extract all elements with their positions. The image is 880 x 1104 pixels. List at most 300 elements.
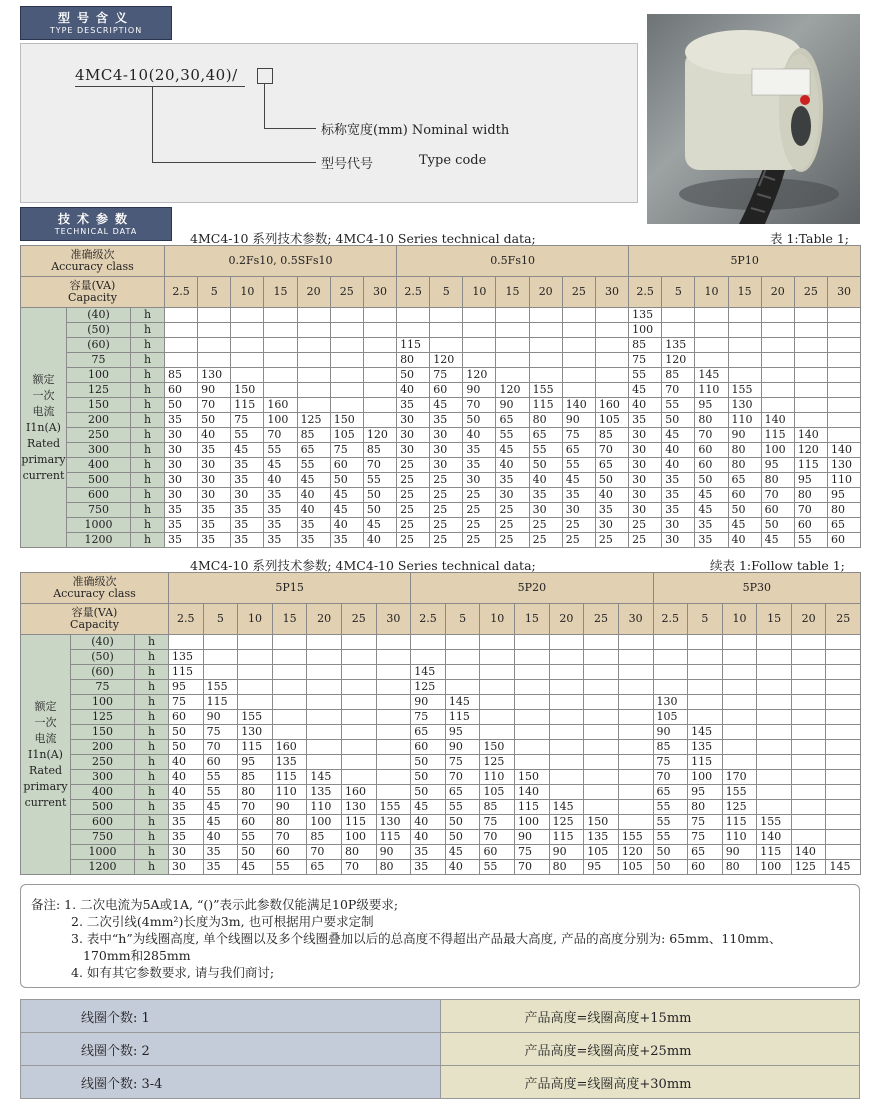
data-cell: 35 xyxy=(165,533,198,548)
data-cell: 40 xyxy=(728,533,761,548)
data-cell xyxy=(722,755,757,770)
data-cell: 35 xyxy=(297,518,330,533)
data-cell: 30 xyxy=(231,488,264,503)
data-cell: 90 xyxy=(198,383,231,398)
data-cell: 90 xyxy=(496,398,529,413)
data-cell xyxy=(794,353,827,368)
data-cell: 85 xyxy=(165,368,198,383)
coil-height-symbol: h xyxy=(135,725,169,740)
data-cell xyxy=(584,770,619,785)
data-cell: 155 xyxy=(728,383,761,398)
data-cell xyxy=(791,770,826,785)
side-label-line: I1n(A) xyxy=(26,420,61,434)
data-cell: 35 xyxy=(165,518,198,533)
data-cell: 45 xyxy=(411,800,446,815)
coil-height-symbol: h xyxy=(131,443,165,458)
data-cell: 80 xyxy=(794,488,827,503)
data-cell xyxy=(203,635,238,650)
data-cell xyxy=(653,665,688,680)
data-cell xyxy=(341,635,376,650)
data-cell: 65 xyxy=(562,443,595,458)
data-cell xyxy=(688,650,723,665)
data-cell: 35 xyxy=(595,503,628,518)
data-cell xyxy=(618,785,653,800)
width-leader-vertical xyxy=(264,84,265,128)
data-cell xyxy=(198,353,231,368)
data-cell: 115 xyxy=(341,815,376,830)
data-cell xyxy=(791,755,826,770)
data-cell: 35 xyxy=(203,860,238,875)
capacity-value: 15 xyxy=(728,277,761,308)
data-cell xyxy=(496,353,529,368)
data-cell: 55 xyxy=(363,473,396,488)
data-cell: 85 xyxy=(595,428,628,443)
data-cell xyxy=(238,650,273,665)
data-cell: 70 xyxy=(463,398,496,413)
data-cell: 155 xyxy=(722,785,757,800)
data-cell: 30 xyxy=(165,443,198,458)
data-cell xyxy=(165,338,198,353)
data-cell: 55 xyxy=(264,443,297,458)
rated-primary-current-label xyxy=(21,308,67,548)
data-cell xyxy=(791,695,826,710)
data-cell: 65 xyxy=(827,518,860,533)
data-cell: 50 xyxy=(653,860,688,875)
data-cell: 30 xyxy=(165,473,198,488)
data-cell: 155 xyxy=(376,800,411,815)
data-cell xyxy=(480,635,515,650)
data-cell xyxy=(761,308,794,323)
data-cell: 45 xyxy=(761,533,794,548)
data-cell: 105 xyxy=(595,413,628,428)
data-cell: 75 xyxy=(330,443,363,458)
capacity-cn: 容量(VA) xyxy=(71,606,118,619)
data-cell xyxy=(618,800,653,815)
data-cell xyxy=(430,308,463,323)
data-cell xyxy=(376,695,411,710)
data-cell: 95 xyxy=(584,860,619,875)
primary-current-value: 750 xyxy=(67,503,131,518)
data-cell: 150 xyxy=(515,770,550,785)
coil-height-symbol: h xyxy=(131,458,165,473)
capacity-value: 2.5 xyxy=(165,277,198,308)
data-cell xyxy=(826,800,861,815)
data-cell xyxy=(169,635,204,650)
type-code-label-cn: 型号代号 xyxy=(321,157,374,172)
data-cell: 65 xyxy=(307,860,342,875)
data-cell: 45 xyxy=(629,383,662,398)
model-code: 4MC4-10(20,30,40)/ xyxy=(75,66,238,84)
data-cell xyxy=(445,665,480,680)
data-cell: 55 xyxy=(653,830,688,845)
coil-height-symbol: h xyxy=(135,650,169,665)
data-cell xyxy=(618,725,653,740)
table-row xyxy=(21,458,861,473)
data-cell: 30 xyxy=(165,428,198,443)
data-cell: 115 xyxy=(231,398,264,413)
data-cell: 50 xyxy=(463,413,496,428)
data-cell: 75 xyxy=(430,368,463,383)
data-cell: 30 xyxy=(629,488,662,503)
data-cell xyxy=(515,695,550,710)
data-cell: 85 xyxy=(653,740,688,755)
capacity-value: 30 xyxy=(595,277,628,308)
data-cell: 50 xyxy=(445,815,480,830)
table-row xyxy=(21,473,861,488)
data-cell: 60 xyxy=(203,755,238,770)
data-cell: 85 xyxy=(238,770,273,785)
data-cell: 120 xyxy=(618,845,653,860)
data-cell: 80 xyxy=(728,443,761,458)
capacity-value: 25 xyxy=(562,277,595,308)
data-cell xyxy=(549,725,584,740)
accuracy-group-header: 5P15 xyxy=(169,573,411,604)
data-cell xyxy=(722,710,757,725)
data-cell: 65 xyxy=(411,725,446,740)
type-code-label-en: Type code xyxy=(419,153,487,168)
data-cell xyxy=(595,308,628,323)
data-cell xyxy=(794,338,827,353)
data-cell xyxy=(297,353,330,368)
data-cell xyxy=(584,785,619,800)
data-cell xyxy=(794,383,827,398)
data-cell xyxy=(728,323,761,338)
data-cell: 30 xyxy=(397,428,430,443)
data-cell xyxy=(826,785,861,800)
note-3-cont: 170mm和285mm xyxy=(83,948,191,963)
side-label-line: current xyxy=(22,468,65,482)
data-cell: 30 xyxy=(629,503,662,518)
capacity-value: 15 xyxy=(264,277,297,308)
data-cell xyxy=(165,323,198,338)
data-cell: 60 xyxy=(728,488,761,503)
data-cell: 65 xyxy=(496,413,529,428)
primary-current-value: 100 xyxy=(67,368,131,383)
side-label-line: Rated xyxy=(28,763,63,777)
data-cell: 85 xyxy=(662,368,695,383)
data-cell xyxy=(238,635,273,650)
data-cell xyxy=(480,680,515,695)
capacity-value: 30 xyxy=(827,277,860,308)
data-cell: 140 xyxy=(794,428,827,443)
data-cell xyxy=(272,650,307,665)
coil-height-symbol: h xyxy=(135,785,169,800)
data-cell: 30 xyxy=(169,845,204,860)
data-cell: 115 xyxy=(169,665,204,680)
data-cell: 140 xyxy=(562,398,595,413)
data-cell: 40 xyxy=(297,503,330,518)
data-cell xyxy=(791,815,826,830)
data-cell: 45 xyxy=(695,503,728,518)
data-cell: 90 xyxy=(549,845,584,860)
coil-height-symbol: h xyxy=(135,815,169,830)
data-cell: 40 xyxy=(169,770,204,785)
side-label-line: 额定 xyxy=(34,699,57,713)
data-cell: 45 xyxy=(238,860,273,875)
data-cell xyxy=(411,650,446,665)
data-cell xyxy=(549,710,584,725)
data-cell xyxy=(761,398,794,413)
data-cell: 150 xyxy=(330,413,363,428)
technical-data-header xyxy=(20,207,172,241)
data-cell xyxy=(584,800,619,815)
data-cell: 50 xyxy=(445,830,480,845)
data-cell: 35 xyxy=(330,533,363,548)
data-cell: 40 xyxy=(264,473,297,488)
data-cell xyxy=(496,323,529,338)
table1-caption: 4MC4-10 系列技术参数; 4MC4-10 Series technical data; xyxy=(190,231,536,246)
capacity-value: 20 xyxy=(297,277,330,308)
coil-height-symbol: h xyxy=(135,800,169,815)
data-cell xyxy=(198,338,231,353)
transformer-image xyxy=(647,14,860,224)
data-cell: 135 xyxy=(629,308,662,323)
data-cell: 125 xyxy=(791,860,826,875)
data-cell: 70 xyxy=(264,428,297,443)
data-cell: 25 xyxy=(397,533,430,548)
coil-height-symbol: h xyxy=(135,710,169,725)
data-cell: 45 xyxy=(445,845,480,860)
data-cell: 30 xyxy=(198,473,231,488)
coil-height-symbol: h xyxy=(135,635,169,650)
data-cell: 60 xyxy=(330,458,363,473)
data-cell xyxy=(794,398,827,413)
data-cell: 70 xyxy=(272,830,307,845)
data-cell: 50 xyxy=(165,398,198,413)
table-row xyxy=(21,323,861,338)
data-cell: 110 xyxy=(307,800,342,815)
capacity-value: 5 xyxy=(445,604,480,635)
data-cell xyxy=(757,770,792,785)
data-cell: 110 xyxy=(272,785,307,800)
data-cell xyxy=(794,368,827,383)
type-description-header xyxy=(20,6,172,40)
data-cell: 35 xyxy=(165,503,198,518)
data-cell xyxy=(757,710,792,725)
primary-current-value: 75 xyxy=(71,680,135,695)
capacity-value: 25 xyxy=(330,277,363,308)
data-cell: 100 xyxy=(757,860,792,875)
data-cell: 135 xyxy=(584,830,619,845)
data-cell: 50 xyxy=(169,740,204,755)
table-row xyxy=(21,680,861,695)
data-cell: 80 xyxy=(827,503,860,518)
data-cell: 55 xyxy=(231,428,264,443)
data-cell: 25 xyxy=(595,533,628,548)
data-cell: 80 xyxy=(238,785,273,800)
data-cell: 35 xyxy=(411,845,446,860)
primary-current-value: 200 xyxy=(67,413,131,428)
capacity-value: 20 xyxy=(549,604,584,635)
data-cell xyxy=(688,710,723,725)
data-cell: 30 xyxy=(198,458,231,473)
data-cell xyxy=(411,635,446,650)
data-cell xyxy=(562,308,595,323)
data-cell xyxy=(826,830,861,845)
table-row xyxy=(21,518,861,533)
data-cell xyxy=(341,755,376,770)
side-label-line: Rated xyxy=(26,436,61,450)
coil-height-symbol: h xyxy=(131,323,165,338)
data-cell: 95 xyxy=(695,398,728,413)
accuracy-class-label xyxy=(21,573,169,604)
data-cell: 105 xyxy=(584,845,619,860)
data-cell xyxy=(688,635,723,650)
coil-height-symbol: h xyxy=(131,473,165,488)
data-cell xyxy=(562,338,595,353)
data-cell: 55 xyxy=(480,860,515,875)
side-label-line: 一次 xyxy=(34,715,57,729)
data-cell: 80 xyxy=(722,860,757,875)
primary-current-value: 300 xyxy=(71,770,135,785)
data-cell: 60 xyxy=(430,383,463,398)
data-cell xyxy=(826,650,861,665)
data-cell: 120 xyxy=(662,353,695,368)
data-cell: 50 xyxy=(397,368,430,383)
data-cell xyxy=(761,338,794,353)
data-cell xyxy=(722,680,757,695)
data-cell: 65 xyxy=(728,473,761,488)
data-cell: 140 xyxy=(761,413,794,428)
data-cell xyxy=(549,650,584,665)
data-cell xyxy=(445,680,480,695)
data-cell: 50 xyxy=(411,770,446,785)
rated-primary-current-label xyxy=(21,635,71,875)
data-cell: 55 xyxy=(445,800,480,815)
accuracy-group-header: 0.5Fs10 xyxy=(397,246,629,277)
data-cell xyxy=(662,308,695,323)
product-height-cell: 产品高度=线圈高度+30mm xyxy=(440,1066,860,1099)
data-cell: 110 xyxy=(695,383,728,398)
data-cell: 60 xyxy=(480,845,515,860)
data-cell: 55 xyxy=(272,860,307,875)
data-cell xyxy=(618,740,653,755)
data-cell xyxy=(826,845,861,860)
data-cell: 25 xyxy=(397,488,430,503)
data-cell xyxy=(827,368,860,383)
data-cell: 55 xyxy=(662,398,695,413)
data-cell xyxy=(341,665,376,680)
data-cell xyxy=(653,635,688,650)
data-cell xyxy=(341,695,376,710)
table-row xyxy=(21,308,861,323)
data-cell: 60 xyxy=(411,740,446,755)
data-cell xyxy=(307,740,342,755)
data-cell: 75 xyxy=(562,428,595,443)
data-cell: 90 xyxy=(376,845,411,860)
data-cell: 80 xyxy=(397,353,430,368)
data-cell: 105 xyxy=(653,710,688,725)
data-cell xyxy=(231,323,264,338)
data-cell: 160 xyxy=(341,785,376,800)
capacity-value: 10 xyxy=(231,277,264,308)
data-cell xyxy=(445,635,480,650)
data-cell: 100 xyxy=(307,815,342,830)
data-cell: 50 xyxy=(198,413,231,428)
data-cell xyxy=(231,338,264,353)
product-photo xyxy=(647,14,860,224)
data-cell xyxy=(363,413,396,428)
data-cell xyxy=(722,650,757,665)
data-cell: 80 xyxy=(728,458,761,473)
data-cell: 125 xyxy=(297,413,330,428)
data-cell: 130 xyxy=(341,800,376,815)
type-leader-horizontal xyxy=(152,162,316,163)
accuracy-class-en: Accuracy class xyxy=(51,260,134,273)
data-cell: 45 xyxy=(264,458,297,473)
data-cell: 25 xyxy=(529,518,562,533)
data-cell: 35 xyxy=(198,518,231,533)
data-cell: 25 xyxy=(463,518,496,533)
data-cell: 35 xyxy=(695,533,728,548)
data-cell: 115 xyxy=(445,710,480,725)
data-cell xyxy=(826,740,861,755)
data-cell: 115 xyxy=(376,830,411,845)
table-row xyxy=(21,740,861,755)
data-cell: 45 xyxy=(203,800,238,815)
data-cell: 25 xyxy=(496,518,529,533)
data-cell xyxy=(397,323,430,338)
data-cell xyxy=(562,368,595,383)
data-cell xyxy=(826,770,861,785)
coil-count-cell: 线圈个数: 2 xyxy=(21,1033,441,1066)
data-cell xyxy=(341,740,376,755)
data-cell xyxy=(584,755,619,770)
data-cell: 35 xyxy=(662,488,695,503)
data-cell xyxy=(584,680,619,695)
data-cell: 35 xyxy=(629,413,662,428)
data-cell xyxy=(238,695,273,710)
data-cell: 75 xyxy=(480,815,515,830)
data-cell: 25 xyxy=(430,473,463,488)
data-cell xyxy=(549,755,584,770)
data-cell xyxy=(496,338,529,353)
data-cell xyxy=(826,755,861,770)
data-cell: 145 xyxy=(549,800,584,815)
data-cell: 140 xyxy=(515,785,550,800)
type-description-box xyxy=(20,43,638,203)
data-cell xyxy=(549,770,584,785)
data-cell: 75 xyxy=(169,695,204,710)
capacity-value: 10 xyxy=(480,604,515,635)
data-cell: 100 xyxy=(264,413,297,428)
data-cell: 80 xyxy=(272,815,307,830)
data-cell xyxy=(363,338,396,353)
data-cell: 55 xyxy=(562,458,595,473)
data-cell xyxy=(791,680,826,695)
data-cell xyxy=(722,725,757,740)
data-cell: 75 xyxy=(203,725,238,740)
data-cell xyxy=(595,383,628,398)
data-cell xyxy=(761,368,794,383)
table-row xyxy=(21,503,861,518)
data-cell xyxy=(231,308,264,323)
data-cell xyxy=(827,428,860,443)
data-cell: 135 xyxy=(169,650,204,665)
height-row xyxy=(21,1066,860,1099)
data-cell xyxy=(297,368,330,383)
data-cell xyxy=(515,665,550,680)
data-cell xyxy=(264,323,297,338)
table-row xyxy=(21,488,861,503)
data-cell xyxy=(695,308,728,323)
data-cell: 150 xyxy=(584,815,619,830)
data-cell xyxy=(826,635,861,650)
data-cell: 50 xyxy=(728,503,761,518)
data-cell xyxy=(297,323,330,338)
data-cell: 25 xyxy=(397,458,430,473)
data-cell: 50 xyxy=(761,518,794,533)
